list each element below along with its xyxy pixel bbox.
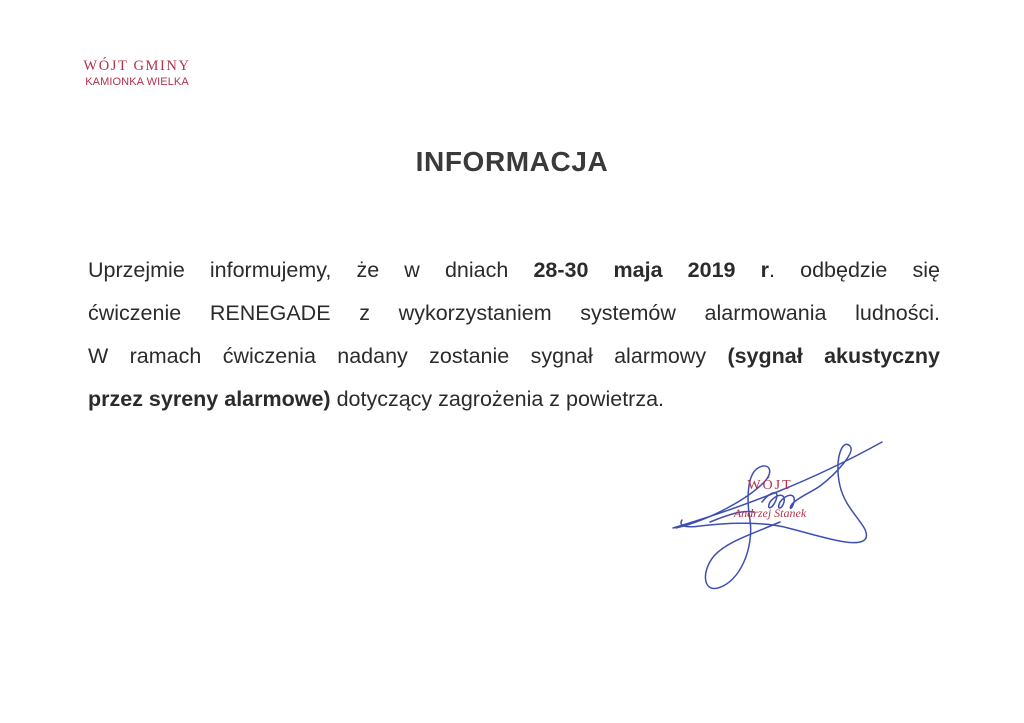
signal-description: (sygnał akustyczny [727,344,940,368]
text-segment: W ramach ćwiczenia nadany zostanie sygnał alarmowy [88,344,728,368]
official-stamp [700,478,840,520]
stamp-title: WÓJT [747,478,793,493]
paragraph-line-4 [88,378,940,421]
date-range: 28-30 maja 2019 [533,258,736,282]
announcement-paragraph [88,249,940,421]
paragraph-line-3 [88,335,940,378]
year-abbreviation: r [760,258,770,282]
letterhead-subtitle: KAMIONKA WIELKA [85,76,189,88]
stamp-name: Andrzej Stanek [733,506,807,520]
document-heading: INFORMACJA [415,146,609,177]
text-segment: . odbędzie się [769,258,940,282]
text-segment: dotyczący zagrożenia z powietrza. [330,387,665,411]
signal-description-cont: przez syreny alarmowe) [88,387,331,411]
text-segment: Uprzejmie informujemy, że w dniach [88,258,534,282]
text-segment [736,258,761,282]
letterhead [67,58,207,89]
letterhead-title: WÓJT GMINY [83,58,191,74]
paragraph-line-1 [88,249,940,292]
paragraph-line-2: ćwiczenie RENEGADE z wykorzystaniem systemów alarmowania ludności. [88,301,940,325]
